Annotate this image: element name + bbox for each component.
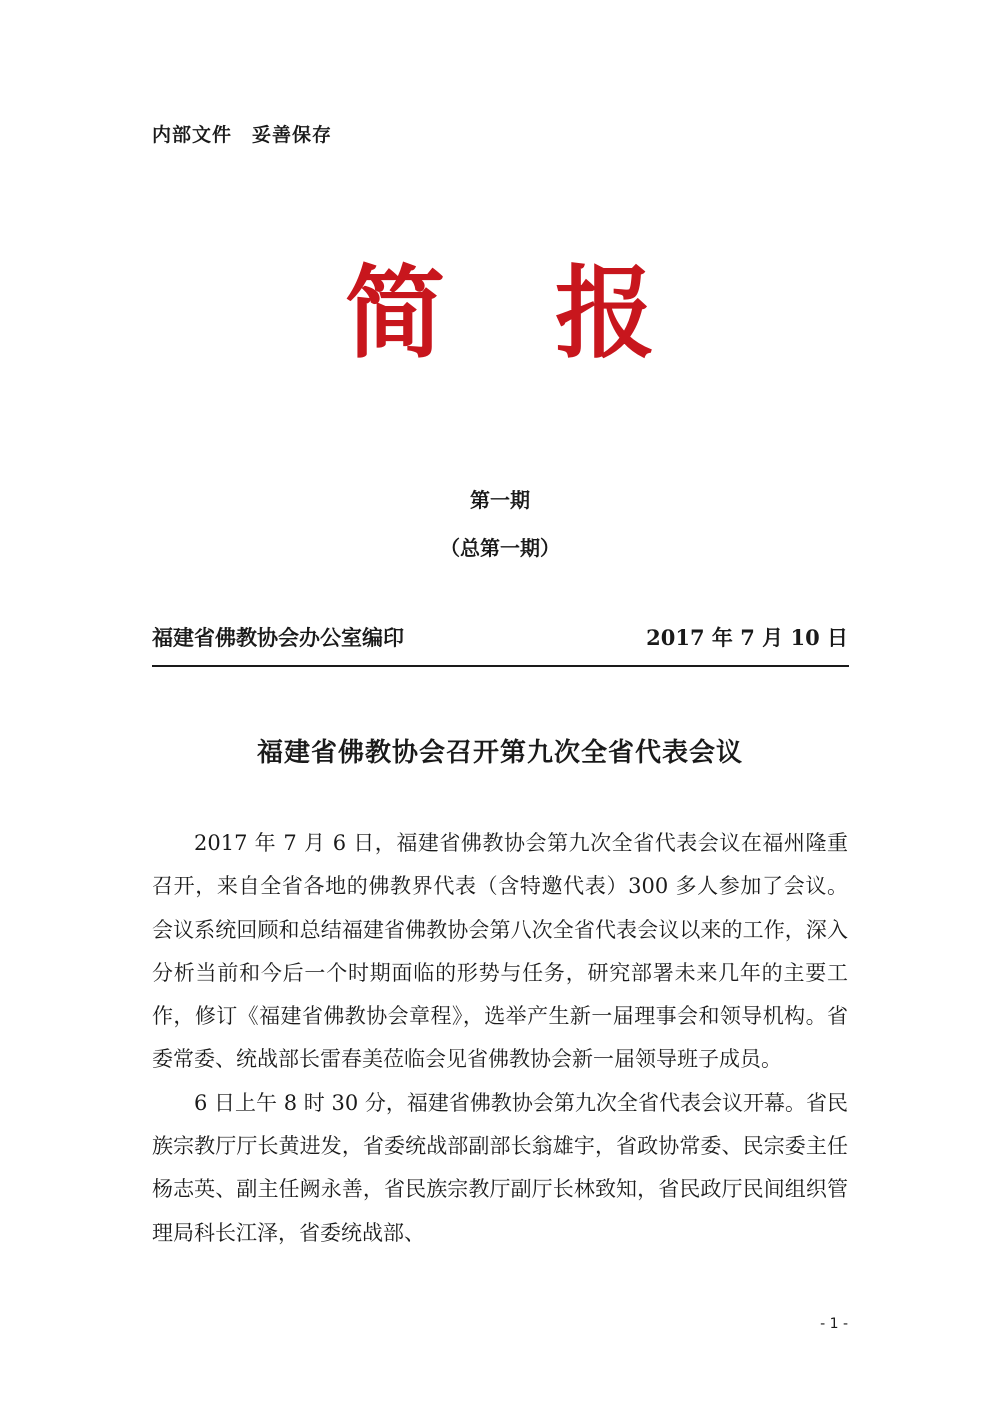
article-body: [152, 822, 848, 1255]
publication-date: 2017 年 7 月 10 日: [646, 625, 848, 650]
article-title: 福建省佛教协会召开第九次全省代表会议: [256, 738, 743, 768]
header-divider: [152, 665, 849, 667]
confidential-notice: 内部文件 妥善保存: [152, 124, 333, 146]
article-paragraph: 6 日上午 8 时 30 分，福建省佛教协会第九次全省代表会议开幕。省民族宗教厅厅长黄进发，省委统战部副部长翁雄宇，省政协常委、民宗委主任杨志英、副主任阙永善，省民族宗教厅副厅长林致知，省民政厅民间组织管理局科长江泽，省委统战部、: [152, 1090, 848, 1245]
publisher-name: 福建省佛教协会办公室编印: [152, 625, 404, 650]
masthead-title: 简报: [345, 254, 765, 372]
issue-total: （总第一期）: [440, 536, 560, 560]
issue-number: 第一期: [470, 488, 530, 512]
page-number: - 1 -: [820, 1316, 848, 1332]
article-paragraph: 2017 年 7 月 6 日，福建省佛教协会第九次全省代表会议在福州隆重召开，来自全省各地的佛教界代表（含特邀代表）300 多人参加了会议。会议系统回顾和总结福建省佛教协会第八次全省代表会议以来的工作，深入分析当前和今后一个时期面临的形势与任务，研究部署未来几年的主要工作，修订《福建省佛教协会章程》，选举产生新一届理事会和领导机构。省委常委、统战部长雷春美莅临会见省佛教协会新一届领导班子成员。: [152, 831, 848, 1072]
